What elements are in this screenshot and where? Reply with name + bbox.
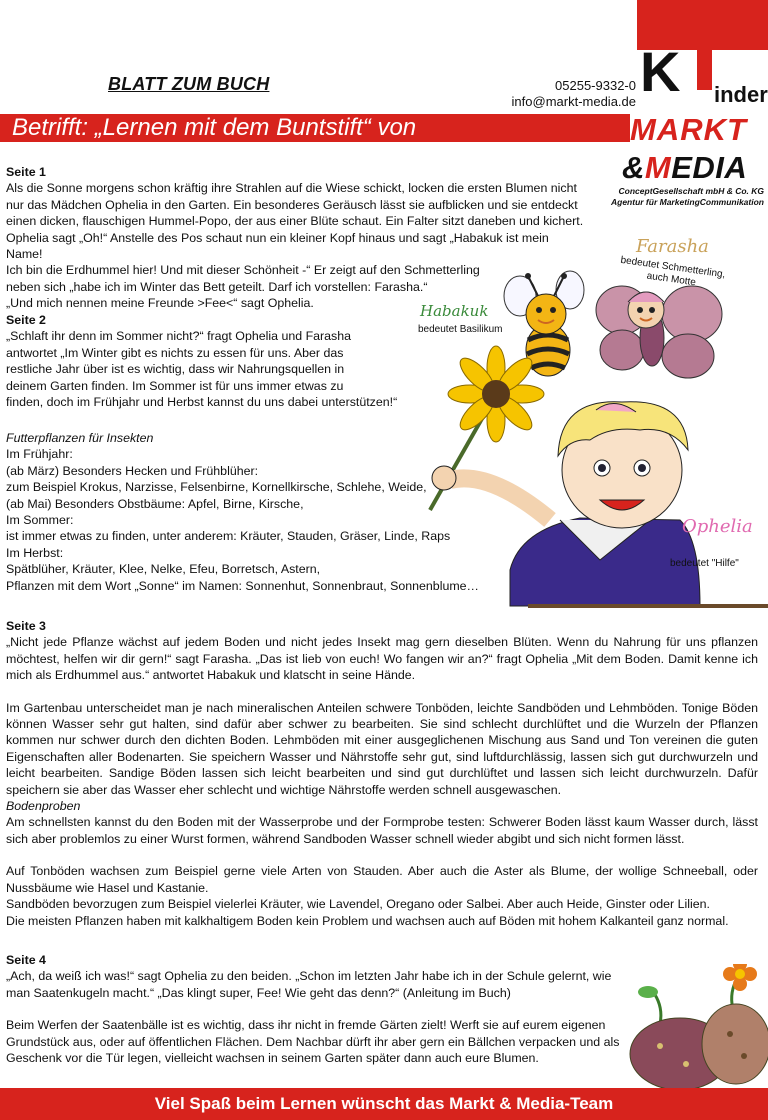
bee-illustration <box>504 271 584 376</box>
habakuk-name: Habakuk <box>420 302 489 320</box>
logo-markt: MARKT <box>630 112 747 147</box>
paragraph: Am schnellsten kannst du den Boden mit der Wasserprobe und der Formprobe testen: Schwerer Boden lässt kaum Wasser durch, lässt sich aber problemlos zu einer Wurst formen, während Sandboden Wasser schnell wieder abgibt und sich nicht formen lässt. <box>6 815 758 846</box>
logo-subtitle: ConceptGesellschaft mbH & Co. KG Agentur für MarketingCommunikation <box>610 186 764 207</box>
logo-inder: inder <box>714 82 768 107</box>
forage-title: Futterpflanzen für Insekten <box>6 431 154 445</box>
farasha-name: Farasha <box>636 236 709 257</box>
ophelia-meaning: bedeutet "Hilfe" <box>670 558 739 569</box>
section-heading: Seite 2 <box>6 313 46 327</box>
logo-red-bar <box>697 30 712 90</box>
butterfly-illustration <box>596 286 722 378</box>
sheet-title: BLATT ZUM BUCH <box>108 74 270 94</box>
paragraph: „Ach, da weiß ich was!“ sagt Ophelia zu den beiden. „Schon im letzten Jahr habe ich in der Schule gelernt, wie man Saatenkugeln macht.“ „Das klingt super, Fee! Wie geht das denn?“ (Anleitung im Buch) <box>6 969 612 1000</box>
forage-plants-list: Futterpflanzen für Insekten Im Frühjahr: (ab März) Besonders Hecken und Frühblüher: zum Beispiel Krokus, Narzisse, Felsenbirne, Kornellkirsche, Schlehe, Weide, (ab Mai) Besonders Obstbäume: Apfel, Birne, Kirsche, Im Sommer: ist immer etwas zu finden, unter anderem: Kräuter, Stauden, Gräser, Linde, Raps Im Herbst: Spätblüher, Kräuter, Klee, Nelke, Efeu, Borretsch, Astern, Pflanzen mit dem Wort „Sonne“ im Namen: Sonnenhut, Sonnenbraut, Sonnenblume… <box>6 430 486 594</box>
logo-media: &MEDIA <box>622 150 748 185</box>
section-seite-3 <box>6 618 758 929</box>
paragraph: „Nicht jede Pflanze wächst auf jedem Boden und nicht jedes Insekt mag gern dieselben Blüten. Wenn du Nahrung für uns pflanzen möchtest, helfen wir dir gern!“ sagt Farasha. „Das ist lieb von euch! Wo fangen wir an?“ fragt Ophelia „Mit dem Boden. Damit kenne ich mich als Erdhummel aus.“ antwortet Habakuk und klatscht in seine Hände. <box>6 635 758 683</box>
farasha-meaning: bedeutet Schmetterling, auch Motte <box>619 254 726 289</box>
section-seite-2: Seite 2 „Schlaft ihr denn im Sommer nicht?“ fragt Ophelia und Farasha antwortet „Im Winter gibt es nichts zu essen für uns. Aber das restliche Jahr über ist es wichtig, dass wir Nahrungsquellen in deinem Garten finden. Im Sommer ist für uns immer etwas zu finden, doch im Frühjahr und Herbst kannst du uns dabei unterstützen!“ <box>6 312 426 410</box>
email[interactable]: info@markt-media.de <box>511 94 636 109</box>
phone: 05255-9332-0 <box>555 78 636 93</box>
ophelia-name: Ophelia <box>682 516 753 537</box>
section-seite-4: Seite 4 „Ach, da weiß ich was!“ sagt Ophelia zu den beiden. „Schon im letzten Jahr habe ich in der Schule gelernt, wie man Saatenkugeln macht.“ „Das klingt super, Fee! Wie geht das denn?“ (Anleitung im Buch) Beim Werfen der Saatenbälle ist es wichtig, dass ihr nicht in fremde Gärten zielt! Werft sie auf eurem eigenen Grundstück aus, oder auf öffentlichen Flächen. Dem Nachbar dürft ihr aber gern ein Bällchen verpacken und als Geschenk vor die Tür legen, vielleicht wachsen in seinem Garten später dann auch eure Blumen. <box>6 952 626 1066</box>
section-heading: Seite 4 <box>6 953 46 967</box>
paragraph: Auf Tonböden wachsen zum Beispiel gerne viele Arten von Stauden. Aber auch die Aster als Blume, der wollige Schneeball, oder Nussbäume wie Hasel und Kastanie. <box>6 864 758 895</box>
paragraph: Im Gartenbau unterscheidet man je nach mineralischen Anteilen schwere Tonböden, leichte Sandböden und Lehmböden. Tonige Böden können Wasser sehr gut halten, sind dafür aber schwer zu bearbeiten. Sie sind schlecht durchlüftet und die Wurzeln der Pflanzen kommen nur schwer durch den dichten Boden. Lehmböden mit einer ausgeglichenen Mischung aus Sand und Ton vereinen die guten Eigenschaften aller Bodenarten. Sie speichern Wasser und Nährstoffe sehr gut, sind luftdurchlässig, lassen sich gut durchwurzeln und leicht bearbeiten. Sandige Böden lassen sich leicht bearbeiten und sind gut durchlüftet und lassen sich leicht durchwurzeln. Dafür speichern sie aber das Wasser eher schlecht und wichtige Nährstoffe werden schnell ausgewaschen. <box>6 700 758 797</box>
section-heading: Seite 3 <box>6 619 46 633</box>
section-heading: Seite 1 <box>6 165 46 179</box>
seed-balls-illustration <box>620 964 768 1088</box>
paragraph: Sandböden bevorzugen zum Beispiel vielerlei Kräuter, wie Lavendel, Oregano oder Salbei. Aber auch Heide, Ginster oder Lilien. <box>6 897 710 912</box>
subheading-bodenproben: Bodenproben <box>6 799 81 814</box>
section-seite-1: Seite 1 Als die Sonne morgens schon kräftig ihre Strahlen auf die Wiese schickt, locken die ersten Blumen nicht nur das Mädchen Ophelia in den Garten. Ein besonderes Geräusch lässt sie aufblicken und sie entdeckt einen dicken, flauschigen Hummel-Popo, der aus einer Blüte schaut. Ein Falter sitzt daneben und kichert. Ophelia sagt „Oh!“ Anstelle des Pos schaut nun ein kleiner Kopf hinaus und sagt „Habakuk ist mein Name! Ich bin die Erdhummel hier! Und mit dieser Schönheit -“ Er zeigt auf den Schmetterling neben sich „habe ich im Winter das Bett geteilt. Darf ich vorstellen: Farasha.“ „Und mich nennen meine Freunde >Fee<“ sagt Ophelia. <box>6 164 586 312</box>
habakuk-meaning: bedeutet Basilikum <box>418 324 503 335</box>
logo-k: K <box>640 40 681 103</box>
paragraph: Die meisten Pflanzen haben mit kalkhaltigem Boden kein Problem und wachsen auch auf Böden mit hohem Kalkanteil ganz normal. <box>6 913 729 928</box>
subject-title: Betrifft: „Lernen mit dem Buntstift“ von <box>12 114 417 141</box>
footer-text: Viel Spaß beim Lernen wünscht das Markt & Media-Team <box>154 1094 614 1113</box>
contact-info <box>512 78 636 110</box>
